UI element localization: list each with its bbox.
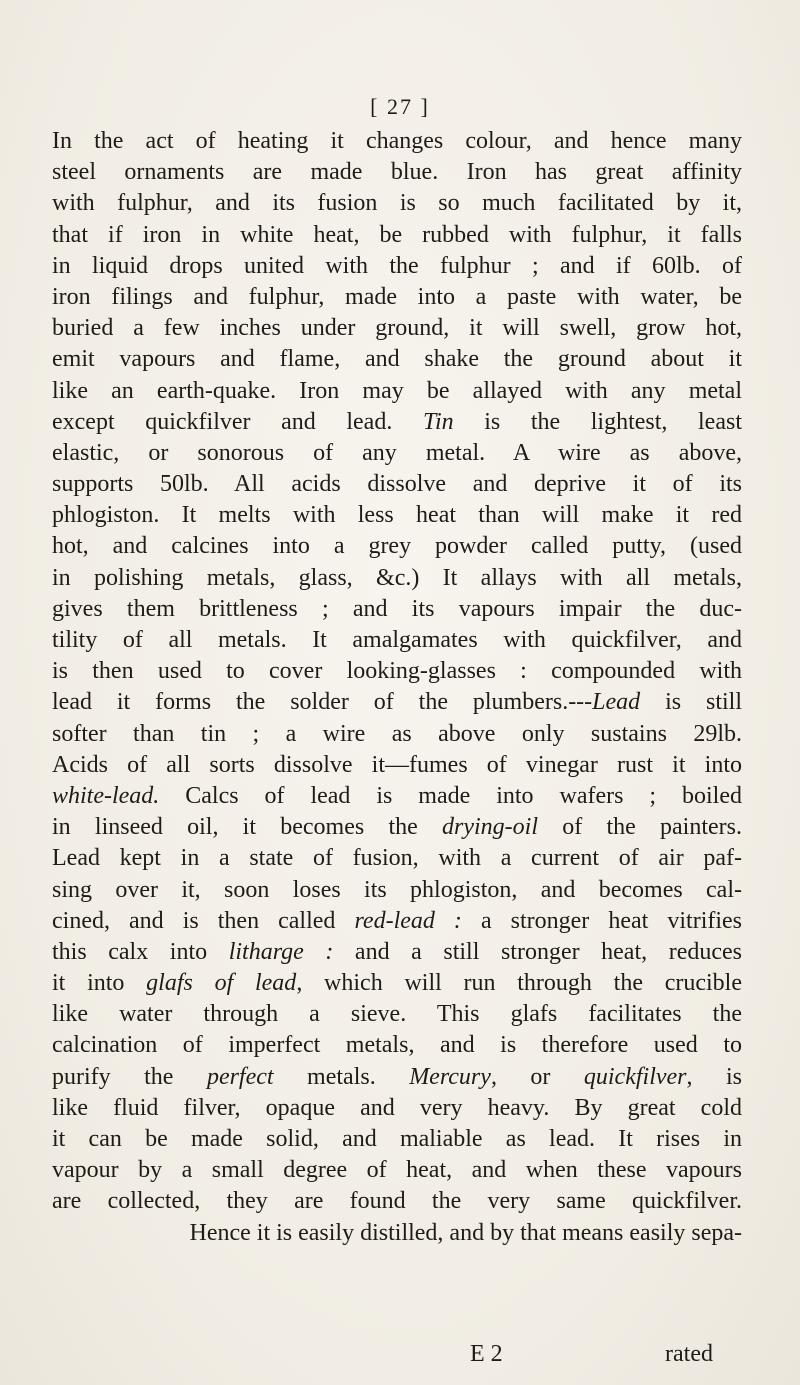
text-segment: metals.	[273, 1063, 410, 1090]
text-segment: Lead	[592, 689, 641, 716]
text-segment: red-lead :	[354, 907, 462, 934]
text-segment: is the lightest, least	[453, 408, 742, 435]
text-segment: vapour by a small degree of heat, and when these vapours	[52, 1157, 742, 1184]
text-segment: Mercury	[409, 1063, 491, 1090]
text-line	[52, 843, 742, 874]
text-line	[52, 188, 742, 219]
text-line	[52, 438, 742, 469]
text-segment: elastic, or sonorous of any metal. A wire as above,	[52, 439, 742, 466]
text-segment: , is	[686, 1063, 742, 1090]
text-segment: in polishing metals, glass, &c.) It allays with all metals,	[52, 564, 742, 591]
text-line	[52, 937, 742, 968]
text-segment: in liquid drops united with the fulphur ; and if 60lb. of	[52, 252, 742, 279]
text-line	[52, 875, 742, 906]
text-segment: it can be made solid, and maliable as lead. It rises in	[52, 1126, 742, 1152]
text-line	[52, 313, 742, 344]
text-segment: except quickfilver and lead.	[52, 408, 423, 435]
text-segment: Calcs of lead is made into wafers ; boiled	[159, 782, 742, 809]
text-segment: drying-oil	[442, 814, 539, 841]
text-line	[52, 500, 742, 531]
text-segment: a stronger heat vitrifies	[461, 907, 743, 934]
text-line	[52, 719, 742, 750]
text-segment: steel ornaments are made blue. Iron has great affinity	[52, 159, 742, 186]
signature-mark: E 2	[470, 1341, 503, 1367]
text-segment: litharge :	[228, 938, 334, 965]
text-segment: iron filings and fulphur, made into a paste with water, be	[52, 283, 742, 310]
text-segment: emit vapours and flame, and shake the ground about it	[52, 346, 742, 373]
text-segment: Tin	[422, 408, 454, 435]
text-line	[52, 750, 742, 781]
text-line	[52, 1062, 742, 1093]
text-segment: glafs of lead	[146, 970, 297, 997]
text-segment: , or	[490, 1063, 584, 1090]
text-line	[52, 687, 742, 718]
text-segment: tility of all metals. It amalgamates with quickfilver, and	[52, 627, 742, 653]
text-line	[52, 531, 742, 562]
text-line	[52, 1218, 742, 1249]
text-line	[52, 282, 742, 313]
text-segment: this calx into	[52, 938, 229, 965]
text-segment: calcination of imperfect metals, and is therefore used to	[52, 1032, 742, 1059]
text-line	[52, 376, 742, 407]
text-line	[52, 1124, 742, 1155]
text-segment: Lead kept in a state of fusion, with a current of air paf-	[52, 845, 742, 872]
text-segment: gives them brittleness ; and its vapours impair the duc-	[52, 595, 742, 622]
text-segment: is then used to cover looking-glasses : compounded with	[52, 658, 742, 685]
text-segment: are collected, they are found the very same quickfilver.	[52, 1188, 742, 1215]
text-line	[52, 407, 742, 438]
text-line	[52, 812, 742, 843]
text-segment: , which will run through the crucible	[296, 970, 743, 997]
text-line	[52, 968, 742, 999]
text-segment: In the act of heating it changes colour, and hence many	[52, 128, 742, 154]
text-line	[52, 344, 742, 375]
text-segment: cined, and is then called	[52, 907, 355, 934]
text-line	[52, 1155, 742, 1186]
text-segment: is still	[640, 689, 742, 716]
text-line	[52, 594, 742, 625]
text-line	[52, 1030, 742, 1061]
text-segment: Acids of all sorts dissolve it—fumes of vinegar rust it into	[52, 751, 742, 778]
text-line	[52, 781, 742, 812]
text-segment: that if iron in white heat, be rubbed with fulphur, it falls	[52, 221, 742, 248]
text-segment: of the painters.	[538, 814, 742, 841]
text-segment: like an earth-quake. Iron may be allayed with any metal	[52, 377, 742, 404]
text-segment: like fluid filver, opaque and very heavy. By great cold	[52, 1094, 742, 1121]
text-segment: white-lead.	[52, 782, 160, 809]
text-segment: in linseed oil, it becomes the	[52, 814, 443, 841]
text-line	[52, 251, 742, 282]
catchword: rated	[665, 1341, 713, 1367]
text-segment: supports 50lb. All acids dissolve and deprive it of its	[52, 471, 742, 498]
text-line	[52, 126, 742, 157]
text-line	[52, 906, 742, 937]
text-segment: hot, and calcines into a grey powder called putty, (used	[52, 533, 742, 560]
text-line	[52, 656, 742, 687]
text-segment: phlogiston. It melts with less heat than will make it red	[52, 502, 742, 529]
text-line	[52, 469, 742, 500]
text-segment: with fulphur, and its fusion is so much facilitated by it,	[52, 190, 742, 217]
text-segment: it into	[52, 970, 147, 997]
text-segment: and a still stronger heat, reduces	[333, 938, 742, 965]
text-segment: like water through a sieve. This glafs facilitates the	[52, 1001, 742, 1028]
text-segment: Hence it is easily distilled, and by that means easily sepa-	[189, 1219, 742, 1246]
page-header: [ 27 ]	[370, 94, 430, 119]
text-segment: quickfilver	[583, 1063, 687, 1090]
text-segment: softer than tin ; a wire as above only sustains 29lb.	[52, 720, 742, 747]
text-line	[52, 1093, 742, 1124]
text-segment: sing over it, soon loses its phlogiston, and becomes cal-	[52, 876, 742, 903]
text-segment: buried a few inches under ground, it will swell, grow hot,	[52, 315, 742, 342]
text-segment: purify the	[52, 1063, 207, 1090]
body-text	[52, 126, 742, 1249]
text-line	[52, 1186, 742, 1217]
text-segment: lead it forms the solder of the plumbers.---	[52, 689, 593, 716]
text-line	[52, 563, 742, 594]
text-line	[52, 999, 742, 1030]
text-segment: perfect	[206, 1063, 274, 1090]
text-line	[52, 220, 742, 251]
text-line	[52, 625, 742, 656]
text-line	[52, 157, 742, 188]
